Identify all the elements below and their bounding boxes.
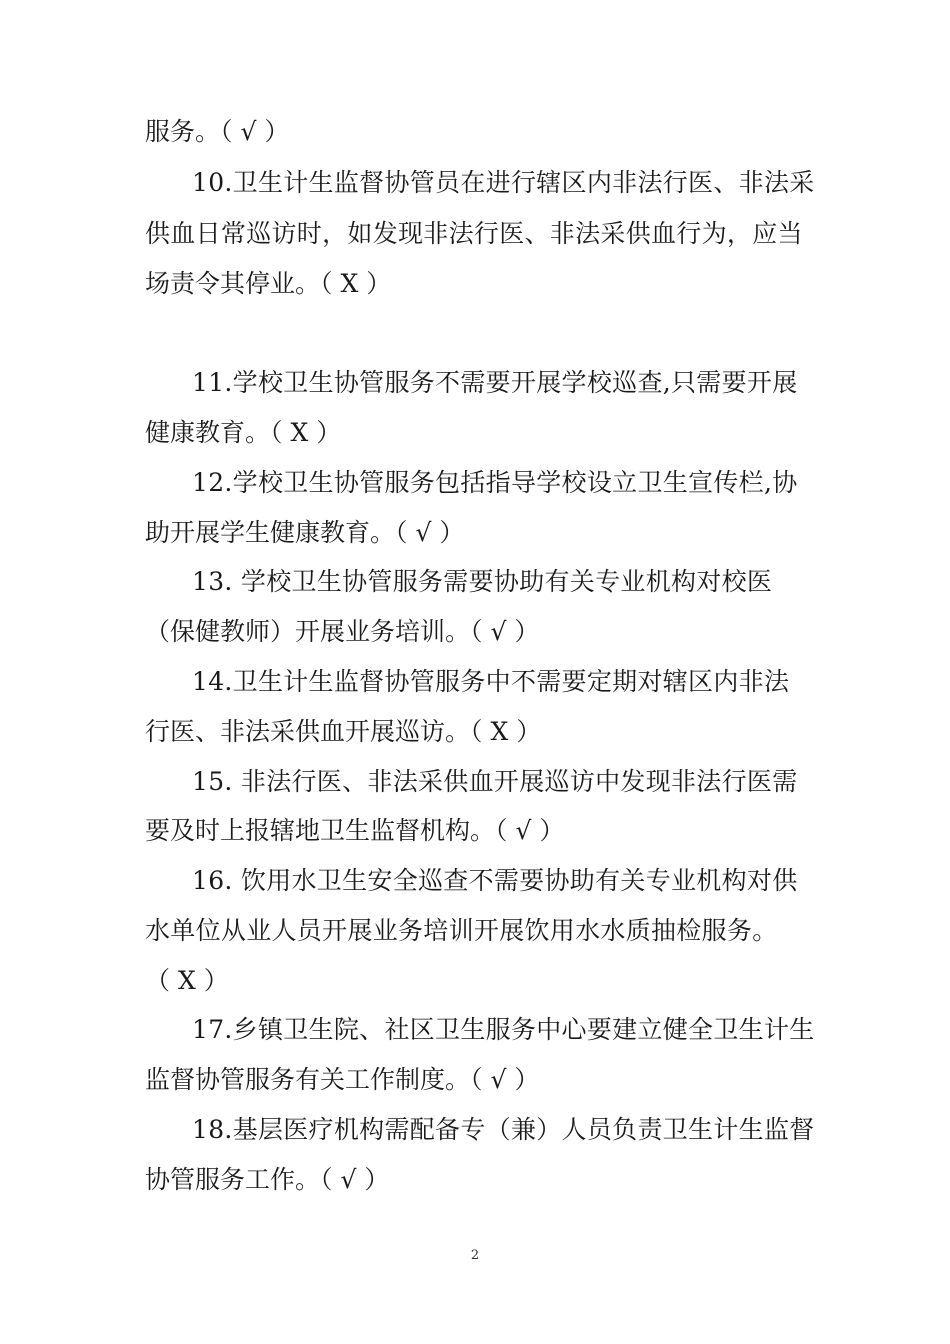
text-line-9: 13. 学校卫生协管服务需要协助有关专业机构对校医 bbox=[192, 567, 773, 596]
text-line-14: 要及时上报辖地卫生监督机构。（ √ ） bbox=[145, 816, 565, 845]
text-line-13: 15. 非法行医、非法采供血开展巡访中发现非法行医需 bbox=[192, 767, 798, 796]
text-line-6: 健康教育。（ X ） bbox=[145, 418, 342, 447]
text-line-3: 供血日常巡访时，如发现非法行医、非法采供血行为，应当 bbox=[145, 219, 803, 248]
text-line-20: 18.基层医疗机构需配备专（兼）人员负责卫生计生监督 bbox=[192, 1115, 815, 1144]
text-line-11: 14.卫生计生监督协管服务中不需要定期对辖区内非法 bbox=[192, 667, 790, 696]
text-line-7: 12.学校卫生协管服务包括指导学校设立卫生宣传栏,协 bbox=[192, 468, 798, 497]
text-line-18: 17.乡镇卫生院、社区卫生服务中心要建立健全卫生计生 bbox=[192, 1015, 815, 1044]
text-line-21: 协管服务工作。（ √ ） bbox=[145, 1165, 390, 1194]
text-line-16: 水单位从业人员开展业务培训开展饮用水水质抽检服务。 bbox=[145, 916, 778, 945]
text-line-5: 11.学校卫生协管服务不需要开展学校巡查,只需要开展 bbox=[192, 368, 798, 397]
text-line-17: （ X ） bbox=[145, 966, 229, 995]
text-line-19: 监督协管服务有关工作制度。（ √ ） bbox=[145, 1065, 540, 1094]
page-number: 2 bbox=[470, 1248, 480, 1263]
text-line-2: 10.卫生计生监督协管员在进行辖区内非法行医、非法采 bbox=[192, 168, 815, 197]
text-line-1: 服务。（ √ ） bbox=[145, 117, 290, 146]
text-line-10: （保健教师）开展业务培训。（ √ ） bbox=[145, 617, 540, 646]
text-line-12: 行医、非法采供血开展巡访。（ X ） bbox=[145, 717, 542, 746]
text-line-4: 场责令其停业。（ X ） bbox=[145, 269, 392, 298]
text-line-15: 16. 饮用水卫生安全巡查不需要协助有关专业机构对供 bbox=[192, 866, 798, 895]
text-line-8: 助开展学生健康教育。（ √ ） bbox=[145, 518, 465, 547]
